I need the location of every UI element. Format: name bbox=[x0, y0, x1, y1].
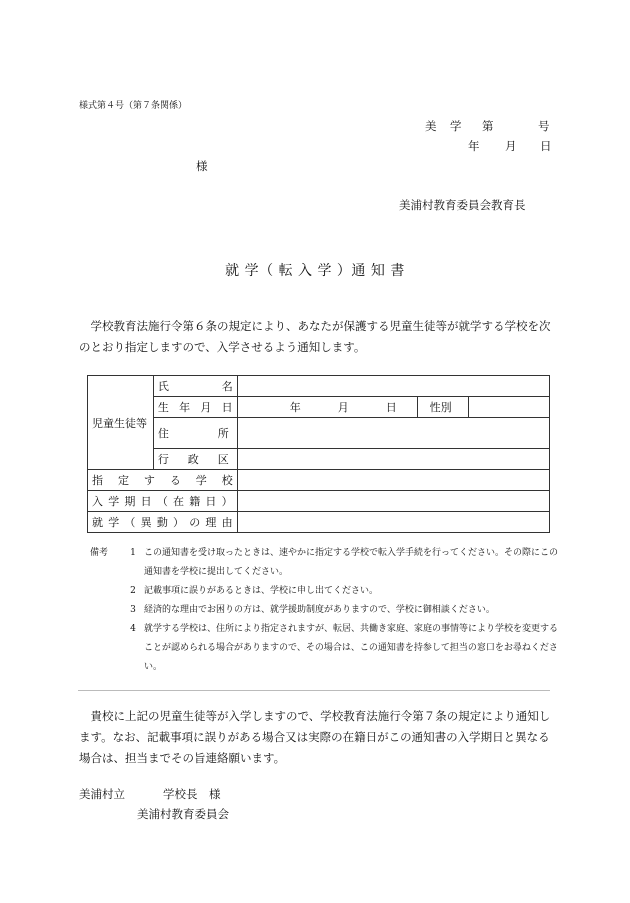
date-year: 年 bbox=[468, 139, 480, 153]
issuer: 美浦村教育委員会教育長 bbox=[399, 198, 526, 212]
ref-char-mi: 美 bbox=[425, 119, 437, 133]
ref-char-go: 号 bbox=[538, 119, 550, 133]
document-title: 就 学（ 転 入 学 ）通 知 書 bbox=[225, 263, 405, 279]
birth-month: 月 bbox=[337, 401, 349, 414]
note-item: 3 経済的な理由でお困りの方は、就学援助制度がありますので、学校に御相談ください。 bbox=[130, 605, 495, 615]
addressee-suffix: 様 bbox=[196, 159, 208, 173]
birth-year: 年 bbox=[289, 401, 301, 414]
birth-day: 日 bbox=[385, 401, 397, 414]
label-enroll-date: 入 学 期 日 （ 在 籍 日 ） bbox=[88, 491, 238, 512]
label-reason: 就 学 （ 異 動 ） の 理 由 bbox=[88, 512, 238, 533]
notes-label: 備考 bbox=[90, 548, 109, 558]
value-enroll-date[interactable] bbox=[237, 491, 549, 512]
group-label: 児童生徒等 bbox=[88, 376, 154, 470]
divider bbox=[78, 690, 550, 691]
date-month: 月 bbox=[505, 139, 517, 153]
label-name: 氏 名 bbox=[153, 376, 237, 397]
label-school: 指 定 す る 学 校 bbox=[88, 470, 238, 491]
note-item: 備考 1 この通知書を受け取ったときは、速やかに指定する学校で転入学手続を行ってください。その際にこの通知書を学校に提出してください。 bbox=[90, 544, 560, 582]
footer-board: 美浦村教育委員会 bbox=[137, 807, 229, 821]
intro-paragraph: 学校教育法施行令第６条の規定により、あなたが保護する児童生徒等が就学する学校を次のとおり指定しますので、入学させるよう通知します。 bbox=[79, 319, 551, 354]
value-address[interactable] bbox=[237, 418, 549, 449]
label-district: 行 政 区 bbox=[153, 449, 237, 470]
value-district[interactable] bbox=[237, 449, 549, 470]
label-birthdate: 生 年 月 日 bbox=[153, 397, 237, 418]
notes-section bbox=[90, 544, 560, 677]
student-info-table bbox=[87, 375, 550, 533]
ref-char-gaku: 学 bbox=[450, 119, 462, 133]
value-birthdate[interactable] bbox=[237, 397, 417, 418]
footer-village-school: 美浦村立 bbox=[79, 787, 125, 801]
ref-char-dai: 第 bbox=[482, 119, 494, 133]
value-reason[interactable] bbox=[237, 512, 549, 533]
value-name[interactable] bbox=[237, 376, 549, 397]
footer-principal: 学校長 様 bbox=[163, 787, 221, 801]
note-item: 2 記載事項に誤りがあるときは、学校に申し出てください。 bbox=[130, 586, 379, 596]
value-gender[interactable] bbox=[469, 397, 550, 418]
note-item: 4 就学する学校は、住所により指定されますが、転居、共働き家庭、家庭の事情等により学校を変更することが認められる場合がありますので、その場合は、この通知書を持参して担当の窓口をお尋ねください。 bbox=[130, 624, 559, 672]
school-notice-paragraph: 貴校に上記の児童生徒等が入学しますので、学校教育法施行令第７条の規定により通知します。なお、記載事項に誤りがある場合又は実際の在籍日がこの通知書の入学期日と異なる場合は、担当までその旨連絡願います。 bbox=[79, 709, 551, 765]
label-gender: 性別 bbox=[417, 397, 469, 418]
label-address: 住 所 bbox=[153, 418, 237, 449]
value-school[interactable] bbox=[237, 470, 549, 491]
form-number: 様式第４号（第７条関係） bbox=[79, 101, 188, 111]
date-day: 日 bbox=[540, 139, 552, 153]
